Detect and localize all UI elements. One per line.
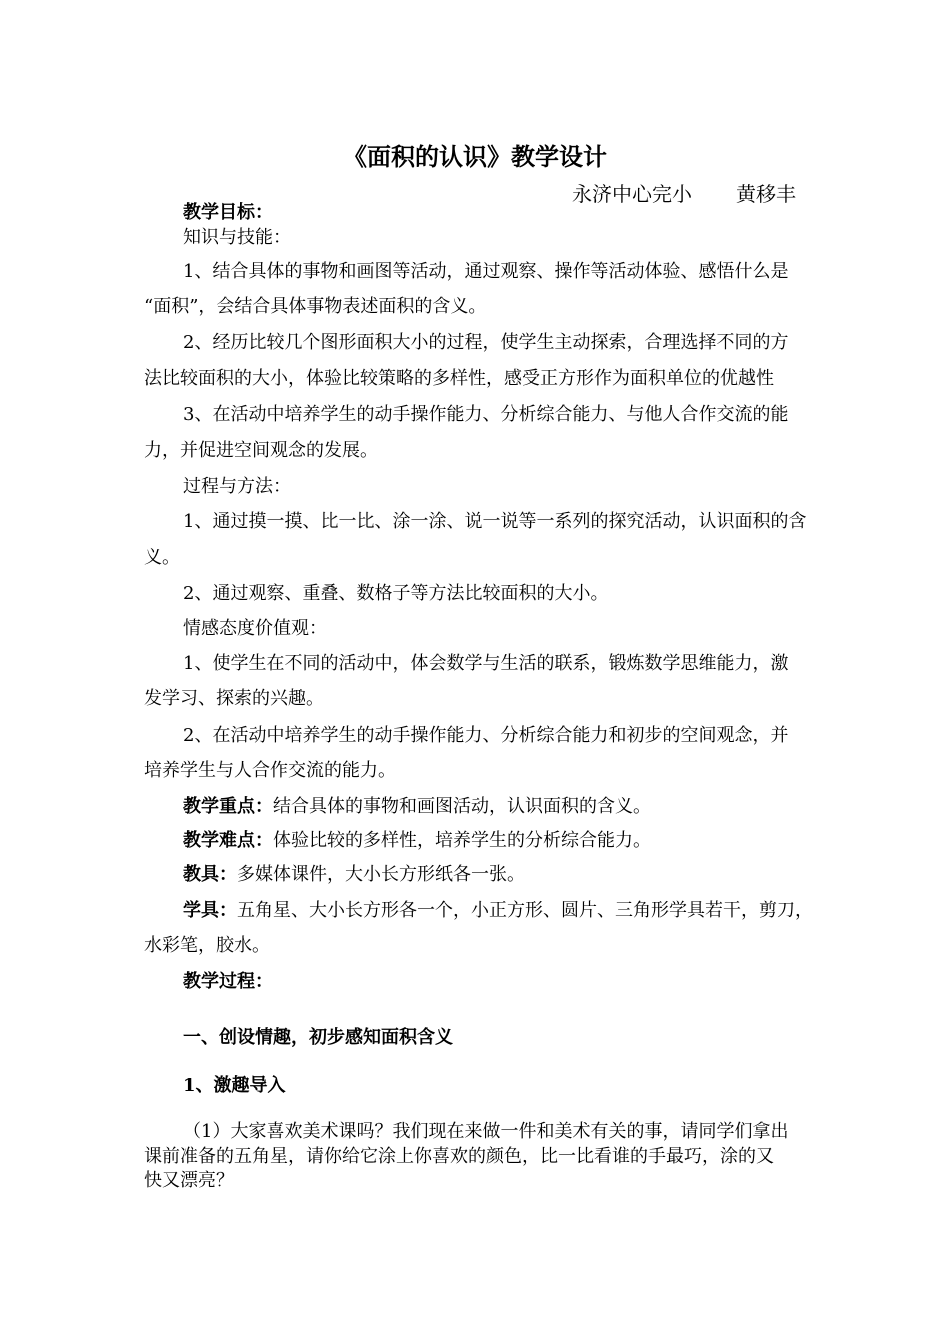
teaching-aids-label: 教具： bbox=[183, 864, 237, 885]
attitude-item-1-line-2: 发学习、探索的兴趣。 bbox=[144, 688, 324, 709]
student-aids-label: 学具： bbox=[183, 900, 237, 921]
attitude-item-2-line-2: 培养学生与人合作交流的能力。 bbox=[144, 760, 396, 781]
process-item-2: 2、通过观察、重叠、数格子等方法比较面积的大小。 bbox=[183, 583, 609, 604]
knowledge-item-1-line-1: 1、结合具体的事物和画图等活动，通过观察、操作等活动体验、感悟什么是 bbox=[183, 261, 789, 282]
teaching-process-heading: 教学过程： bbox=[183, 971, 273, 992]
student-aids-line-2: 水彩笔，胶水。 bbox=[144, 935, 270, 956]
section-1-para-line-1: （1）大家喜欢美术课吗？我们现在来做一件和美术有关的事，请同学们拿出 bbox=[183, 1121, 789, 1142]
difficulty-label: 教学难点： bbox=[183, 830, 273, 851]
attitude-item-2-line-1: 2、在活动中培养学生的动手操作能力、分析综合能力和初步的空间观念，并 bbox=[183, 725, 789, 746]
teaching-aids-line bbox=[183, 864, 525, 886]
knowledge-item-3-line-1: 3、在活动中培养学生的动手操作能力、分析综合能力、与他人合作交流的能 bbox=[183, 404, 789, 425]
knowledge-item-1-line-2: “面积”，会结合具体事物表述面积的含义。 bbox=[144, 296, 487, 317]
student-aids-text-1: 五角星、大小长方形各一个，小正方形、圆片、三角形学具若干，剪刀， bbox=[237, 900, 813, 921]
knowledge-item-2-line-1: 2、经历比较几个图形面积大小的过程，使学生主动探索，合理选择不同的方 bbox=[183, 332, 789, 353]
key-point-label: 教学重点： bbox=[183, 796, 273, 817]
objectives-heading: 教学目标： bbox=[183, 202, 273, 223]
key-point-text: 结合具体的事物和画图活动，认识面积的含义。 bbox=[273, 796, 651, 817]
student-aids-line-1 bbox=[183, 900, 813, 922]
key-point-line bbox=[183, 796, 651, 818]
process-item-1-line-2: 义。 bbox=[144, 547, 180, 568]
difficulty-line bbox=[183, 830, 651, 852]
document-title: 《面积的认识》教学设计 bbox=[343, 142, 607, 171]
section-1-heading: 一、创设情趣，初步感知面积含义 bbox=[183, 1027, 453, 1048]
process-item-1-line-1: 1、通过摸一摸、比一比、涂一涂、说一说等一系列的探究活动，认识面积的含 bbox=[183, 511, 807, 532]
section-1-para-line-2: 课前准备的五角星，请你给它涂上你喜欢的颜色，比一比看谁的手最巧，涂的又 bbox=[144, 1146, 774, 1167]
author-name: 黄移丰 bbox=[736, 182, 796, 206]
section-1-para-line-3: 快又漂亮？ bbox=[144, 1170, 234, 1191]
teaching-aids-text: 多媒体课件，大小长方形纸各一张。 bbox=[237, 864, 525, 885]
section-1-sub-1-heading: 1、激趣导入 bbox=[183, 1075, 286, 1096]
process-method-heading: 过程与方法： bbox=[183, 476, 291, 497]
attitude-heading: 情感态度价值观： bbox=[183, 618, 327, 639]
knowledge-item-2-line-2: 法比较面积的大小，体验比较策略的多样性，感受正方形作为面积单位的优越性 bbox=[144, 368, 774, 389]
author-school: 永济中心完小 bbox=[572, 182, 692, 206]
author-line bbox=[572, 178, 796, 207]
knowledge-item-3-line-2: 力，并促进空间观念的发展。 bbox=[144, 440, 378, 461]
knowledge-heading: 知识与技能： bbox=[183, 227, 291, 248]
attitude-item-1-line-1: 1、使学生在不同的活动中，体会数学与生活的联系，锻炼数学思维能力，激 bbox=[183, 653, 789, 674]
difficulty-text: 体验比较的多样性，培养学生的分析综合能力。 bbox=[273, 830, 651, 851]
